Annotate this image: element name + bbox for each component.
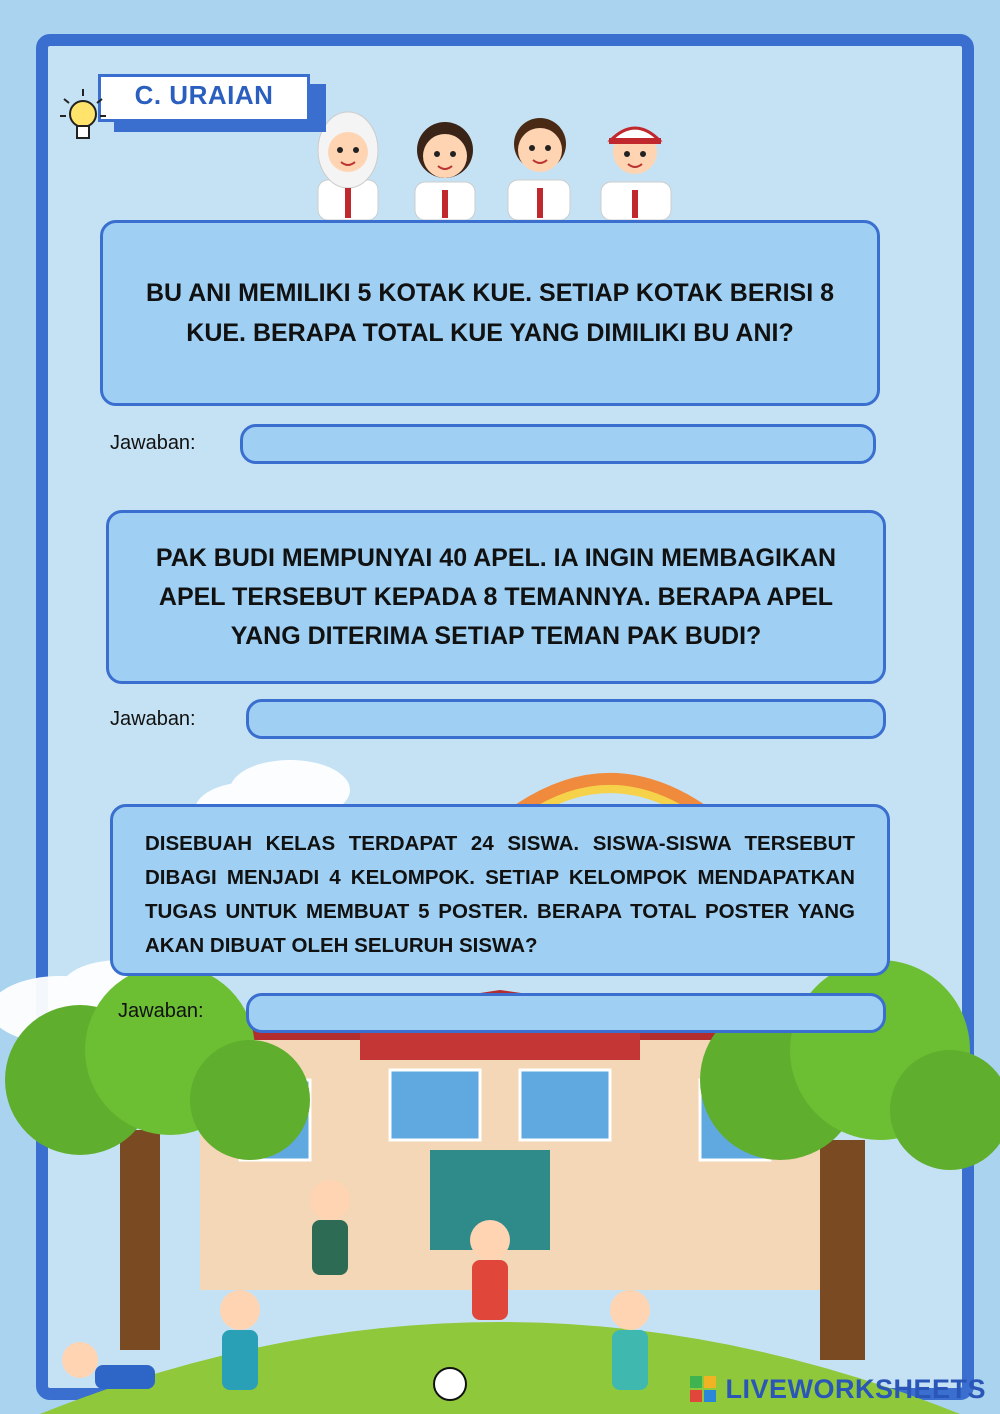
answer-field-3[interactable] <box>246 993 886 1033</box>
section-title: C. URAIAN <box>134 80 274 110</box>
question-1-box <box>100 220 880 406</box>
section-header <box>98 74 310 122</box>
lightbulb-icon <box>58 84 108 154</box>
question-1-text: BU ANI MEMILIKI 5 KOTAK KUE. SETIAP KOTAK BERISI 8 KUE. BERAPA TOTAL KUE YANG DIMILIKI BU ANI? <box>145 279 834 347</box>
question-2-box <box>106 510 886 684</box>
answer-field-1[interactable] <box>240 424 876 464</box>
question-2-text: PAK BUDI MEMPUNYAI 40 APEL. IA INGIN MEMBAGIKAN APEL TERSEBUT KEPADA 8 TEMANNYA. BERAPA APEL YANG DITERIMA SETIAP TEMAN PAK BUDI? <box>155 543 837 650</box>
liveworksheets-logo-icon <box>690 1376 718 1404</box>
answer-field-2[interactable] <box>246 699 886 739</box>
brand-name: LIVEWORKSHEETS <box>725 1374 986 1404</box>
answer-label-2: Jawaban: <box>110 708 196 730</box>
question-3-box <box>110 804 890 976</box>
answer-label-1: Jawaban: <box>110 432 196 454</box>
students-illustration <box>300 110 700 222</box>
answer-label-3: Jawaban: <box>118 1000 204 1022</box>
question-3-text: DISEBUAH KELAS TERDAPAT 24 SISWA. SISWA-SISWA TERSEBUT DIBAGI MENJADI 4 KELOMPOK. SETIAP KELOMPOK MENDAPATKAN TUGAS UNTUK MEMBUAT 5 POSTER. BERAPA TOTAL POSTER YANG AKAN DIBUAT OLEH SELURUH SISWA? <box>145 832 855 957</box>
